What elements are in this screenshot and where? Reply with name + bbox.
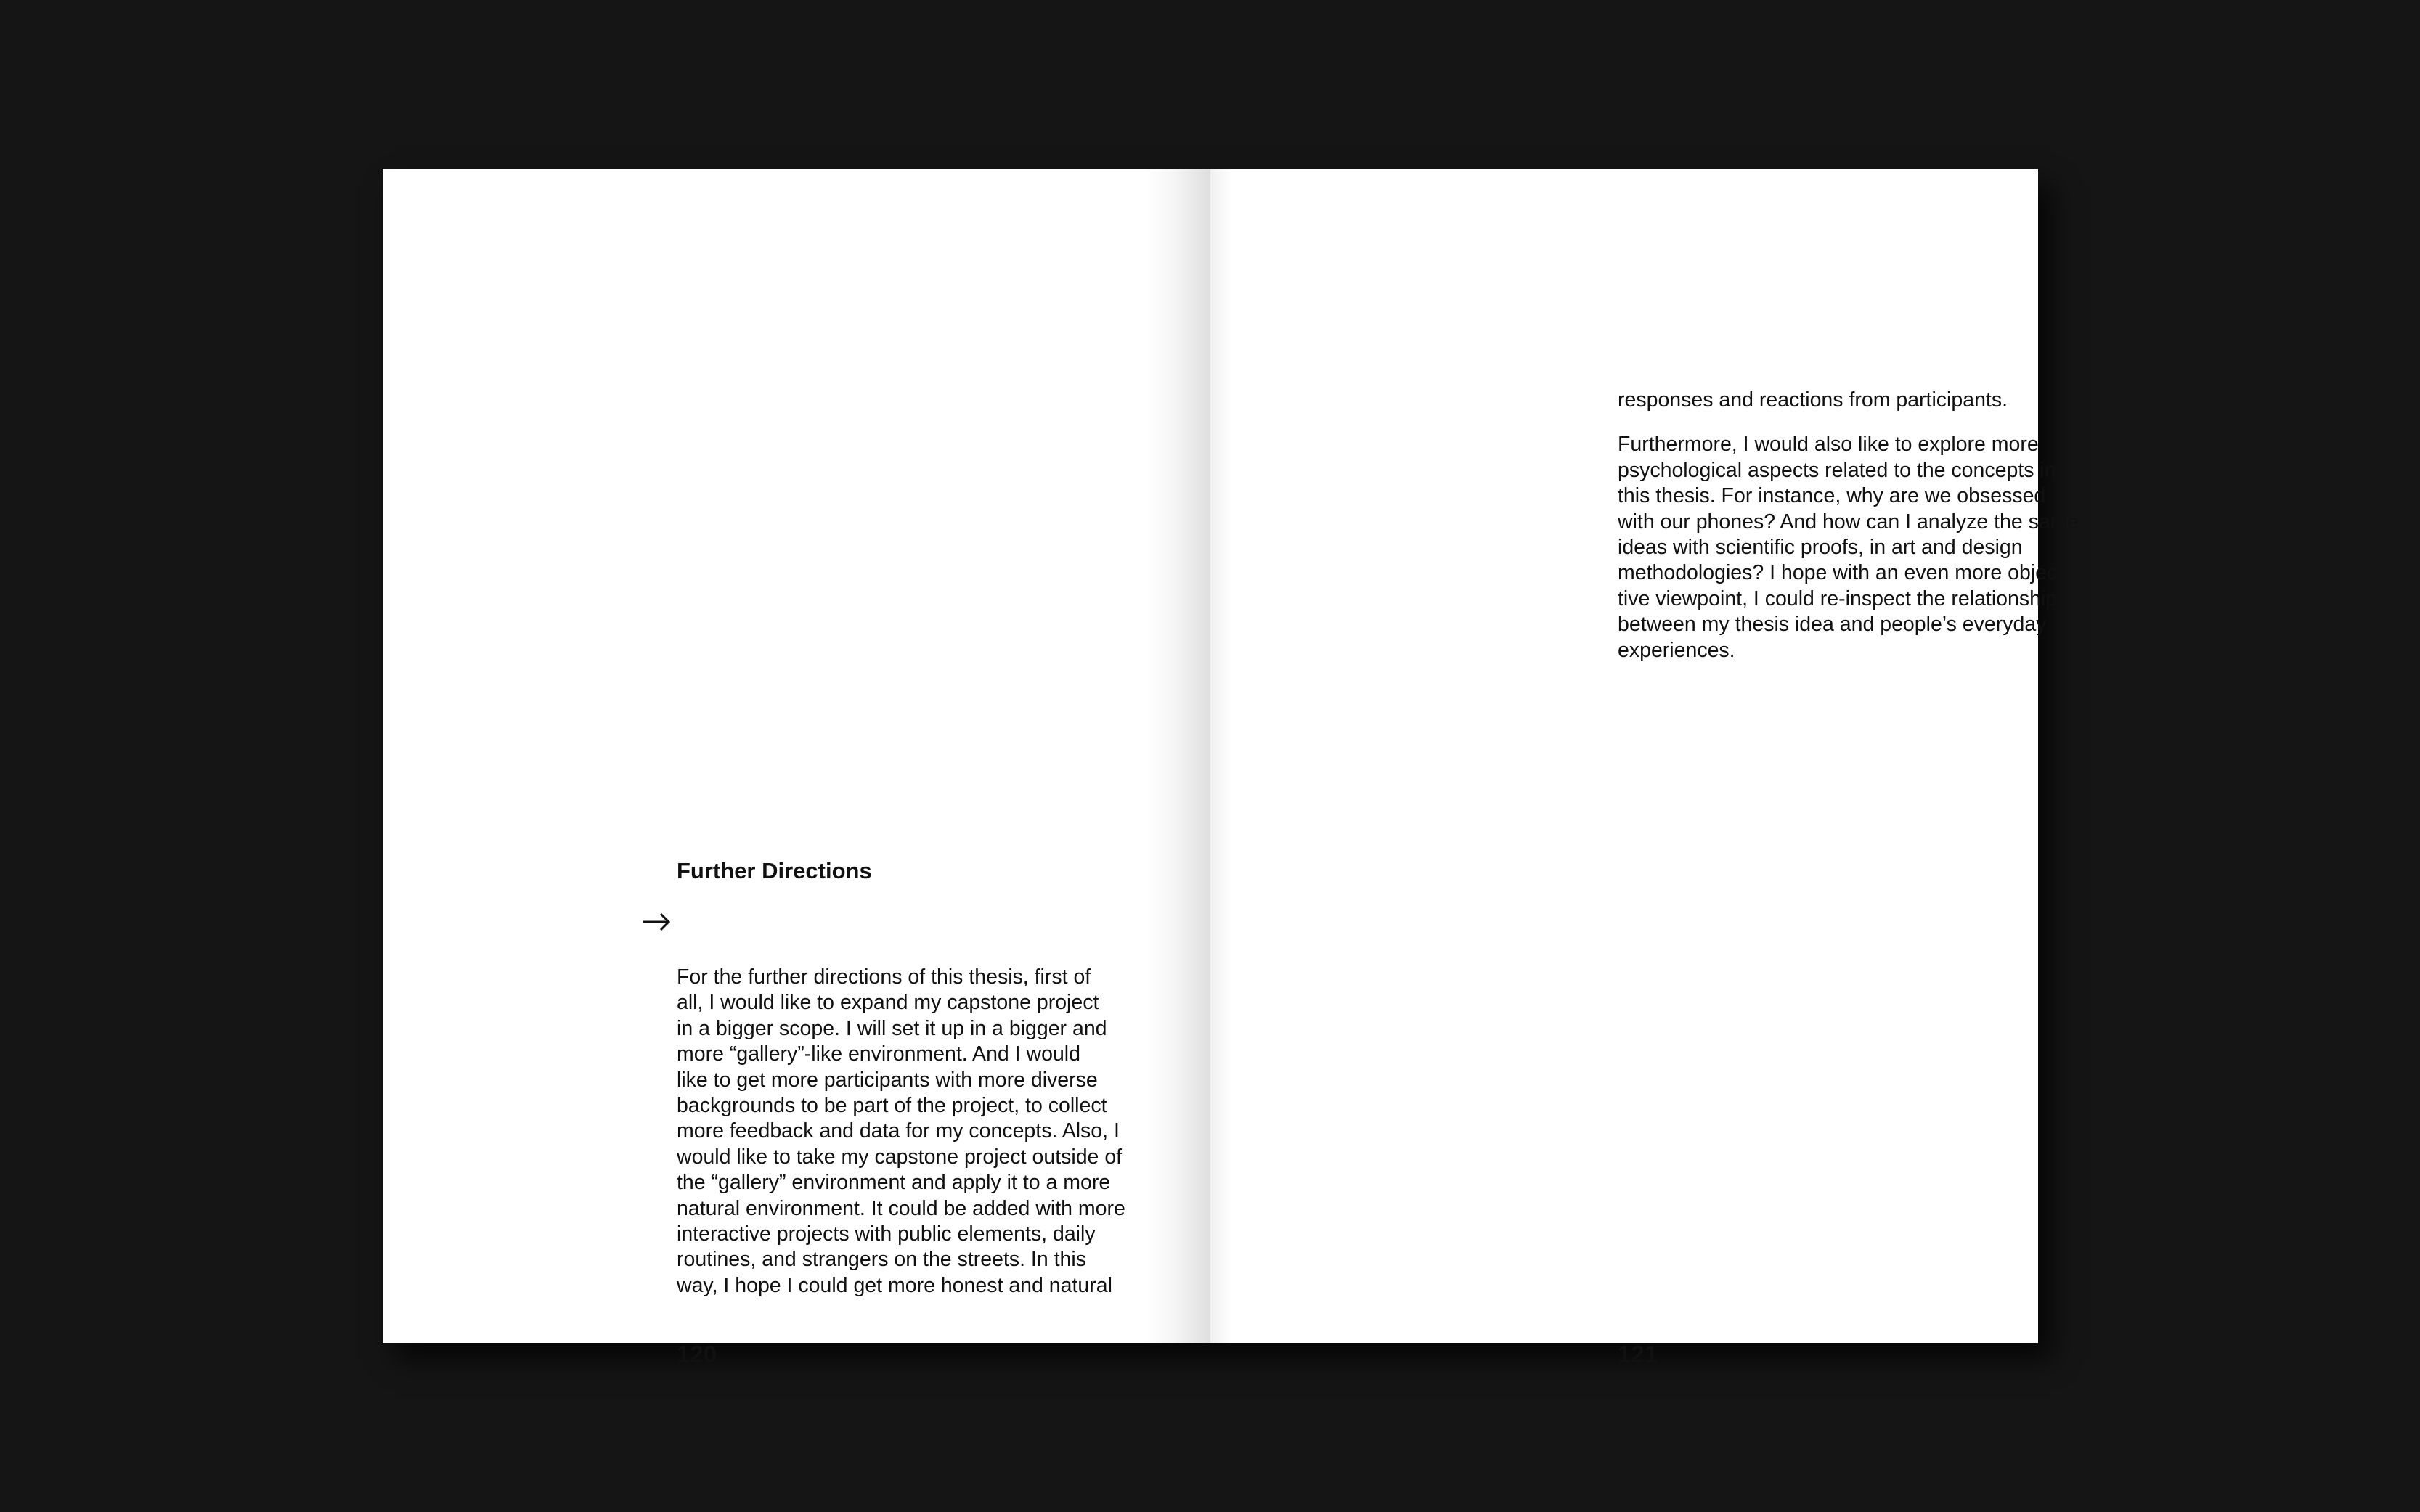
text-line: natural environment. It could be added with more <box>677 1196 1125 1220</box>
text-line: responses and reactions from participants. <box>1618 388 2008 412</box>
left-page <box>383 169 1210 1368</box>
text-line: would like to take my capstone project outside of <box>677 1145 1123 1169</box>
text-line: tive viewpoint, I could re-inspect the relationship <box>1618 587 2058 610</box>
text-line: like to get more participants with more diverse <box>677 1068 1098 1092</box>
text-line: Furthermore, I would also like to explore more <box>1618 433 2039 457</box>
text-line: backgrounds to be part of the project, to collect <box>677 1094 1107 1118</box>
text-line: all, I would like to expand my capstone project <box>677 991 1099 1015</box>
page-number: 120 <box>677 1341 717 1368</box>
gutter-shadow <box>1210 169 1232 1343</box>
section-heading: Further Directions <box>677 858 872 883</box>
text-line: experiences. <box>1618 638 1735 662</box>
right-page <box>1210 169 2079 1368</box>
text-line: For the further directions of this thesis, first of <box>677 965 1091 989</box>
book-spread <box>383 169 2079 1368</box>
left-body-paragraph <box>677 965 1160 1299</box>
arrow-right-icon <box>642 904 671 939</box>
page-number: 121 <box>1618 1341 1658 1368</box>
text-line: the “gallery” environment and apply it to a more <box>677 1171 1111 1195</box>
text-line: interactive projects with public elements, daily <box>677 1222 1096 1246</box>
text-line: ideas with scientific proofs, in art and design <box>1618 536 2023 560</box>
text-line: in a bigger scope. I will set it up in a bigger and <box>677 1016 1107 1040</box>
text-line: routines, and strangers on the streets. In this <box>677 1248 1086 1272</box>
text-line: this thesis. For instance, why are we obsessed <box>1618 484 2046 508</box>
right-body-text <box>1618 388 2097 663</box>
paragraph-gap <box>1618 413 2097 432</box>
text-line: more feedback and data for my concepts. Also, I <box>677 1119 1120 1143</box>
text-line: methodologies? I hope with an even more objec- <box>1618 561 2064 585</box>
text-line: way, I hope I could get more honest and natural <box>677 1273 1112 1297</box>
text-line: psychological aspects related to the concepts in <box>1618 458 2056 482</box>
text-line: between my thesis idea and people’s everyday <box>1618 613 2047 637</box>
text-line: more “gallery”-like environment. And I would <box>677 1042 1080 1066</box>
text-line: with our phones? And how can I analyze the same <box>1618 510 2079 534</box>
